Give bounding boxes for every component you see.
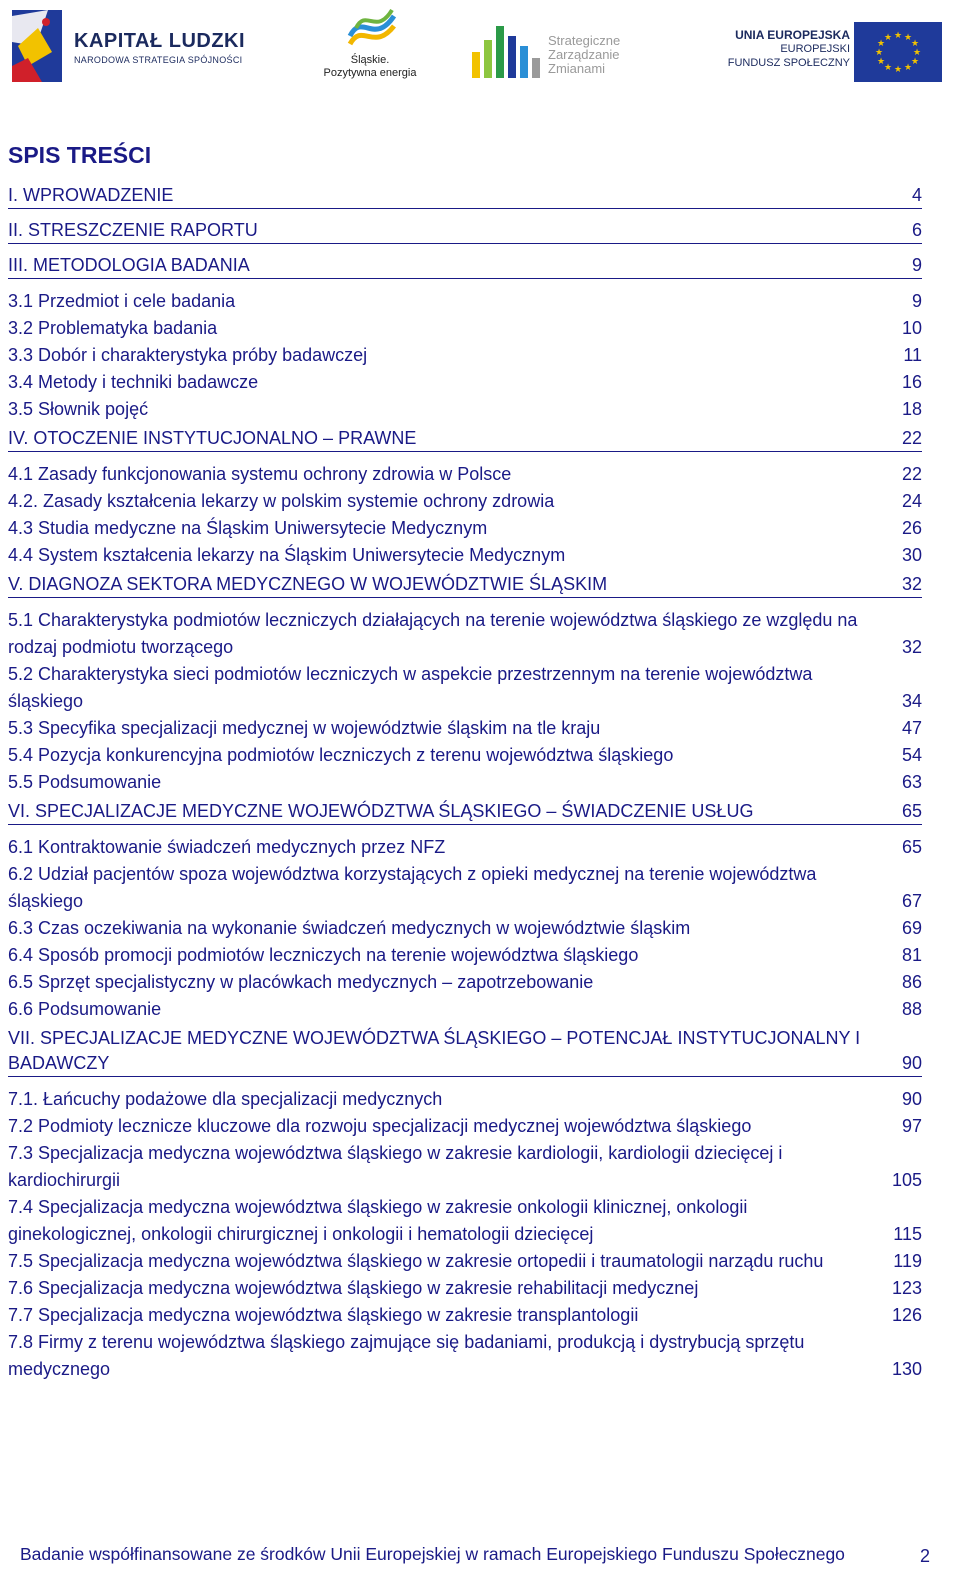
toc-section-link[interactable]: [8, 396, 922, 423]
toc-section-link[interactable]: [8, 1140, 922, 1194]
toc-entry-page: 22: [901, 464, 922, 484]
toc-section-link[interactable]: [8, 607, 922, 661]
table-of-contents: [8, 183, 922, 1383]
toc-section-link[interactable]: [8, 1113, 922, 1140]
toc-entry-title: 3.1 Przedmiot i cele badania: [8, 291, 236, 311]
toc-entry-page: 11: [903, 345, 922, 365]
toc-entry-page: 26: [901, 518, 922, 538]
toc-entry-title: 6.1 Kontraktowanie świadczeń medycznych przez NFZ: [8, 837, 446, 857]
toc-section-link[interactable]: [8, 1275, 922, 1302]
toc-section-link[interactable]: [8, 488, 922, 515]
eu-title: UNIA EUROPEJSKA: [735, 28, 850, 42]
toc-entry-title: 3.5 Słownik pojęć: [8, 399, 149, 419]
toc-section-link[interactable]: [8, 742, 922, 769]
toc-entry-page: 65: [901, 837, 922, 857]
toc-entry-title: 7.8 Firmy z terenu województwa śląskiego zajmujące się badaniami, produkcją i dystrybucją sprzętu medycznego: [8, 1332, 805, 1379]
toc-section-link[interactable]: [8, 996, 922, 1023]
toc-entry-page: 130: [891, 1359, 922, 1379]
toc-section-link[interactable]: [8, 342, 922, 369]
slaskie-title: Śląskie.: [350, 54, 390, 66]
toc-section-link[interactable]: [8, 769, 922, 796]
svg-text:★: ★: [876, 39, 886, 49]
toc-entry-title: 5.3 Specyfika specjalizacji medycznej w województwie śląskim na tle kraju: [8, 718, 601, 738]
toc-entry-title: 5.2 Charakterystyka sieci podmiotów leczniczych w aspekcie przestrzennym na terenie województwa śląskiego: [8, 664, 813, 711]
toc-entry-title: III. METODOLOGIA BADANIA: [8, 255, 250, 275]
svg-text:★: ★: [910, 57, 920, 67]
toc-entry-page: 97: [901, 1116, 922, 1136]
toc-entry-title: 4.1 Zasady funkcjonowania systemu ochrony zdrowia w Polsce: [8, 464, 512, 484]
toc-entry-page: 9: [911, 291, 922, 311]
toc-entry-page: 123: [891, 1278, 922, 1298]
eu-fund-line-1: EUROPEJSKI: [780, 43, 850, 55]
toc-chapter-link[interactable]: [8, 183, 922, 209]
toc-entry-page: 54: [901, 745, 922, 765]
toc-chapter-link[interactable]: [8, 218, 922, 244]
toc-chapter-link[interactable]: [8, 1026, 922, 1077]
kapital-ludzki-emblem-icon: [8, 6, 68, 86]
toc-entry-title: 5.1 Charakterystyka podmiotów leczniczych działających na terenie województwa śląskiego ze względu na rodzaj podmiotu tworzącego: [8, 610, 858, 657]
page-number: 2: [919, 1546, 930, 1566]
toc-entry-title: 3.4 Metody i techniki badawcze: [8, 372, 259, 392]
toc-entry-title: 3.2 Problematyka badania: [8, 318, 218, 338]
toc-entry-title: VII. SPECJALIZACJE MEDYCZNE WOJEWÓDZTWA ŚLĄSKIEGO – POTENCJAŁ INSTYTUCJONALNY I BADAWCZY: [8, 1028, 861, 1073]
toc-section-link[interactable]: [8, 969, 922, 996]
toc-chapter-link[interactable]: [8, 572, 922, 598]
toc-entry-page: 69: [901, 918, 922, 938]
toc-entry-page: 65: [901, 801, 922, 821]
toc-title: SPIS TREŚCI: [8, 142, 152, 168]
toc-entry-page: 32: [901, 637, 922, 657]
toc-entry-page: 34: [901, 691, 922, 711]
toc-section-link[interactable]: [8, 915, 922, 942]
toc-entry-title: 4.3 Studia medyczne na Śląskim Uniwersytecie Medycznym: [8, 518, 488, 538]
toc-entry-title: 6.2 Udział pacjentów spoza województwa korzystających z opieki medycznej na terenie województwa śląskiego: [8, 864, 817, 911]
toc-section-link[interactable]: [8, 461, 922, 488]
toc-entry-page: 126: [891, 1305, 922, 1325]
toc-chapter-link[interactable]: [8, 253, 922, 279]
szz-line-2: Zarządzanie: [548, 47, 620, 62]
toc-section-link[interactable]: [8, 369, 922, 396]
toc-chapter-link[interactable]: [8, 426, 922, 452]
toc-section-link[interactable]: [8, 715, 922, 742]
eu-flag-icon: [854, 22, 942, 82]
szz-line-1: Strategiczne: [548, 33, 621, 48]
footer-text: Badanie współfinansowane ze środków Unii Europejskiej w ramach Europejskiego Funduszu Społecznego: [20, 1544, 845, 1564]
toc-entry-page: 47: [901, 718, 922, 738]
toc-entry-page: 119: [893, 1251, 922, 1271]
toc-chapter-link[interactable]: [8, 799, 922, 825]
toc-entry-page: 81: [901, 945, 922, 965]
svg-text:★: ★: [883, 33, 893, 43]
toc-entry-page: 22: [901, 428, 922, 448]
toc-entry-page: 4: [911, 185, 922, 205]
toc-entry-title: 5.4 Pozycja konkurencyjna podmiotów leczniczych z terenu województwa śląskiego: [8, 745, 674, 765]
slaskie-wave-icon: [342, 6, 402, 52]
toc-section-link[interactable]: [8, 1086, 922, 1113]
toc-section-link[interactable]: [8, 942, 922, 969]
toc-entry-page: 16: [901, 372, 922, 392]
toc-section-link[interactable]: [8, 834, 922, 861]
toc-entry-page: 88: [901, 999, 922, 1019]
toc-entry-title: 6.4 Sposób promocji podmiotów leczniczych na terenie województwa śląskiego: [8, 945, 639, 965]
toc-entry-page: 24: [901, 491, 922, 511]
toc-entry-page: 105: [891, 1170, 922, 1190]
slaskie-subtitle: Pozytywna energia: [323, 67, 417, 79]
kapital-ludzki-title: KAPITAŁ LUDZKI: [74, 30, 246, 52]
toc-entry-title: 6.5 Sprzęt specjalistyczny w placówkach medycznych – zapotrzebowanie: [8, 972, 594, 992]
toc-entry-title: 5.5 Podsumowanie: [8, 772, 162, 792]
toc-entry-page: 115: [893, 1224, 922, 1244]
toc-section-link[interactable]: [8, 515, 922, 542]
toc-entry-title: I. WPROWADZENIE: [8, 185, 174, 205]
toc-entry-page: 90: [901, 1089, 922, 1109]
toc-section-link[interactable]: [8, 315, 922, 342]
svg-text:★: ★: [912, 48, 922, 58]
toc-entry-page: 90: [901, 1053, 922, 1073]
svg-text:★: ★: [883, 63, 893, 73]
kapital-ludzki-logo: [8, 6, 268, 86]
toc-entry-title: II. STRESZCZENIE RAPORTU: [8, 220, 258, 240]
toc-section-link[interactable]: [8, 1248, 922, 1275]
toc-entry-title: VI. SPECJALIZACJE MEDYCZNE WOJEWÓDZTWA ŚLĄSKIEGO – ŚWIADCZENIE USŁUG: [8, 801, 754, 821]
svg-text:★: ★: [893, 65, 903, 75]
toc-entry-page: 30: [901, 545, 922, 565]
toc-section-link[interactable]: [8, 1302, 922, 1329]
toc-section-link[interactable]: [8, 661, 922, 715]
toc-section-link[interactable]: [8, 288, 922, 315]
svg-text:★: ★: [893, 31, 903, 41]
svg-text:★: ★: [876, 57, 886, 67]
toc-section-link[interactable]: [8, 1194, 922, 1248]
toc-entry-page: 18: [901, 399, 922, 419]
toc-entry-title: 6.3 Czas oczekiwania na wykonanie świadczeń medycznych w województwie śląskim: [8, 918, 691, 938]
toc-entry-title: 7.6 Specjalizacja medyczna województwa śląskiego w zakresie rehabilitacji medycznej: [8, 1278, 699, 1298]
szz-bars-icon: [468, 12, 548, 82]
toc-entry-title: 7.4 Specjalizacja medyczna województwa śląskiego w zakresie onkologii klinicznej, onkologii ginekologicznej, onkologii chirurgicznej i onkologii i hematologii dziecięcej: [8, 1197, 748, 1244]
toc-entry-page: 67: [901, 891, 922, 911]
toc-entry-page: 63: [901, 772, 922, 792]
toc-section-link[interactable]: [8, 1329, 922, 1383]
svg-text:★: ★: [910, 39, 920, 49]
toc-entry-page: 86: [901, 972, 922, 992]
toc-entry-title: 7.7 Specjalizacja medyczna województwa śląskiego w zakresie transplantologii: [8, 1305, 639, 1325]
toc-section-link[interactable]: [8, 542, 922, 569]
toc-entry-title: 7.2 Podmioty lecznicze kluczowe dla rozwoju specjalizacji medycznej województwa śląskiego: [8, 1116, 752, 1136]
svg-text:★: ★: [874, 48, 884, 58]
szz-line-3: Zmianami: [548, 61, 606, 76]
svg-text:★: ★: [903, 33, 913, 43]
toc-entry-title: 7.5 Specjalizacja medyczna województwa śląskiego w zakresie ortopedii i traumatologii narządu ruchu: [8, 1251, 824, 1271]
toc-entry-title: 3.3 Dobór i charakterystyka próby badawczej: [8, 345, 368, 365]
eu-logo: [722, 6, 952, 86]
toc-entry-title: 7.3 Specjalizacja medyczna województwa śląskiego w zakresie kardiologii, kardiologii dziecięcej i kardiochirurgii: [8, 1143, 783, 1190]
slaskie-logo: [320, 6, 430, 86]
toc-entry-title: V. DIAGNOZA SEKTORA MEDYCZNEGO W WOJEWÓDZTWIE ŚLĄSKIM: [8, 574, 608, 594]
toc-entry-title: IV. OTOCZENIE INSTYTUCJONALNO – PRAWNE: [8, 428, 417, 448]
toc-entry-page: 32: [901, 574, 922, 594]
eu-fund-line-2: FUNDUSZ SPOŁECZNY: [727, 57, 850, 69]
toc-entry-page: 10: [901, 318, 922, 338]
kapital-ludzki-subtitle: NARODOWA STRATEGIA SPÓJNOŚCI: [74, 55, 243, 65]
svg-text:★: ★: [903, 63, 913, 73]
toc-entry-title: 7.1. Łańcuchy podażowe dla specjalizacji medycznych: [8, 1089, 443, 1109]
toc-entry-title: 4.4 System kształcenia lekarzy na Śląskim Uniwersytecie Medycznym: [8, 545, 566, 565]
toc-entry-title: 4.2. Zasady kształcenia lekarzy w polskim systemie ochrony zdrowia: [8, 491, 555, 511]
toc-entry-title: 6.6 Podsumowanie: [8, 999, 162, 1019]
page-header: [0, 0, 960, 95]
toc-entry-page: 9: [911, 255, 922, 275]
toc-entry-page: 6: [911, 220, 922, 240]
page-footer: [20, 1544, 930, 1565]
toc-section-link[interactable]: [8, 861, 922, 915]
szz-logo: [468, 6, 668, 86]
